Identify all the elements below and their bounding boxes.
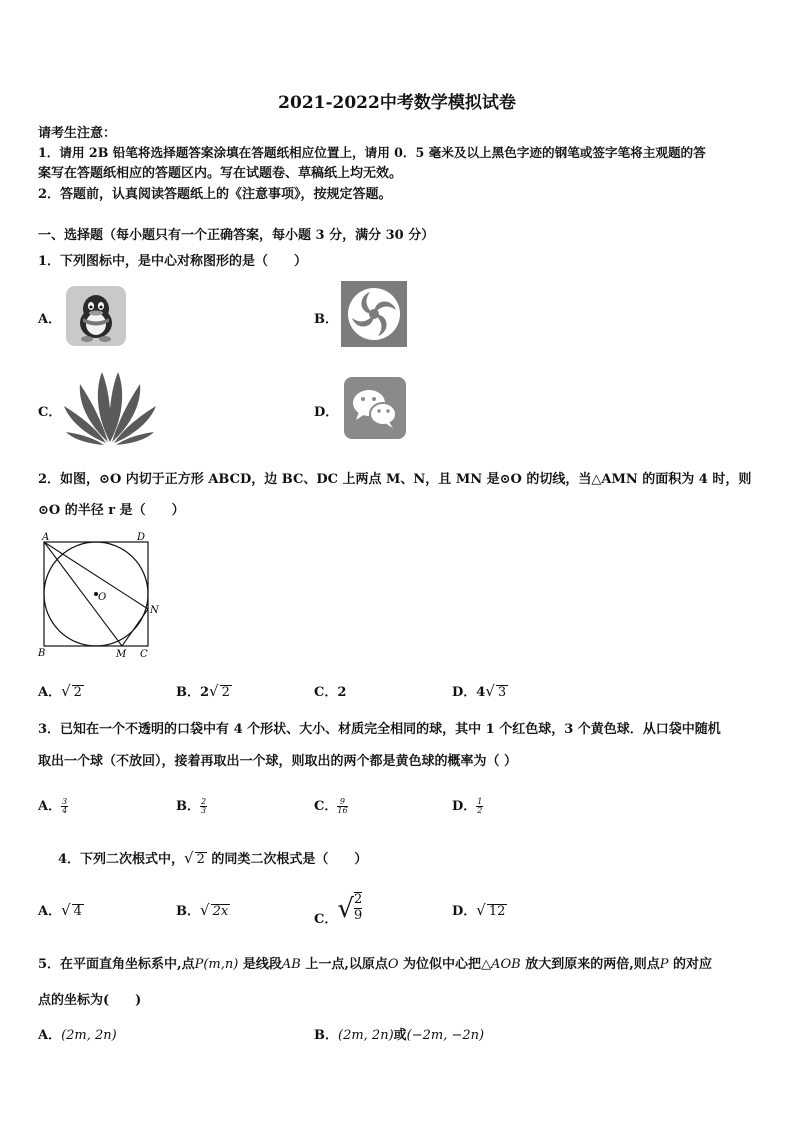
question-1-stem: 1．下列图标中，是中心对称图形的是（ ） [38,254,308,269]
q4-option-c: C．√ $\frac{2}{9}$ [314,892,363,927]
label-B: B [38,648,46,659]
q4-option-d: D．√ 12 [452,901,506,919]
q1-option-b-label: B． [314,312,338,327]
q3-option-c: C． $\frac{9}{16}$ [314,797,348,815]
q2-option-b: B．2√ 2 [176,682,230,700]
q3-option-b: B． $\frac{2}{3}$ [176,797,207,815]
spiral-icon [340,280,408,352]
label-C: C [140,649,148,660]
label-A: A [42,532,50,543]
label-M: M [116,649,127,660]
question-3-stem-2: 取出一个球（不放回），接着再取出一个球，则取出的两个都是黄色球的概率为（ ） [38,754,518,769]
q1-option-a-label: A． [38,312,62,327]
q4-option-b: B．√ 2x [176,901,229,919]
q5-option-b: B．(2m, 2n)或(−2m, −2n) [314,1028,485,1043]
label-N: N [150,605,159,616]
q2-a-radicand: 2 [73,685,82,700]
q3-option-a: A． $\frac{3}{4}$ [38,797,68,815]
q2-geometry-figure [36,528,166,664]
q4-option-a: A．√ 4 [38,901,82,919]
question-2-stem-1: 2．如图，⊙O 内切于正方形 ABCD，边 BC、DC 上两点 M、N，且 MN 是⊙O 的切线，当△AMN 的面积为 4 时，则 [38,472,752,487]
q2-b-radicand: 2 [221,685,230,700]
q1-option-c-label: C． [38,405,62,420]
q2-option-a: A．√ 2 [38,682,82,700]
q2-option-d: D．4√ 3 [452,682,507,700]
notice-line-2: 2．答题前，认真阅读答题纸上的《注意事项》，按规定答题。 [38,187,392,202]
question-5-stem-2: 点的坐标为( ) [38,993,142,1008]
question-3-stem-1: 3．已知在一个不透明的口袋中有 4 个形状、大小、材质完全相同的球，其中 1 个红色球，3 个黄色球．从口袋中随机 [38,722,721,737]
section-heading: 一、选择题（每小题只有一个正确答案，每小题 3 分，满分 30 分） [38,228,435,243]
q2-option-c: C．2 [314,685,347,700]
q1-option-d-label: D． [314,405,339,420]
q3-option-d: D． $\frac{1}{2}$ [452,797,483,815]
petal-fan-icon [60,370,160,450]
notice-line-1b: 案写在答题纸相应的答题区内。写在试题卷、草稿纸上均无效。 [38,166,403,181]
penguin-icon [65,285,127,351]
notice-line-1: 1．请用 2B 铅笔将选择题答案涂填在答题纸相应位置上，请用 0．5 毫米及以上黑色字迹的钢笔或签字笔将主观题的答 [38,145,706,160]
question-5-stem-1: 5．在平面直角坐标系中,点P(m,n) 是线段AB 上一点,以原点O 为位似中心把△AOB 放大到原来的两倍,则点P 的对应 [38,957,713,972]
q2-d-radicand: 3 [497,685,507,700]
notice-heading: 请考生注意： [38,126,117,141]
label-D: D [137,532,146,543]
question-4-stem: 4．下列二次根式中，√ 2 的同类二次根式是（ ） [58,849,368,867]
q5-option-a: A．(2m, 2n) [38,1028,117,1043]
label-O: O [98,592,107,603]
question-2-stem-2: ⊙O 的半径 r 是（ ） [38,503,185,518]
chat-bubbles-icon [343,376,407,444]
page-title: 2021-2022中考数学模拟试卷 [278,93,516,113]
